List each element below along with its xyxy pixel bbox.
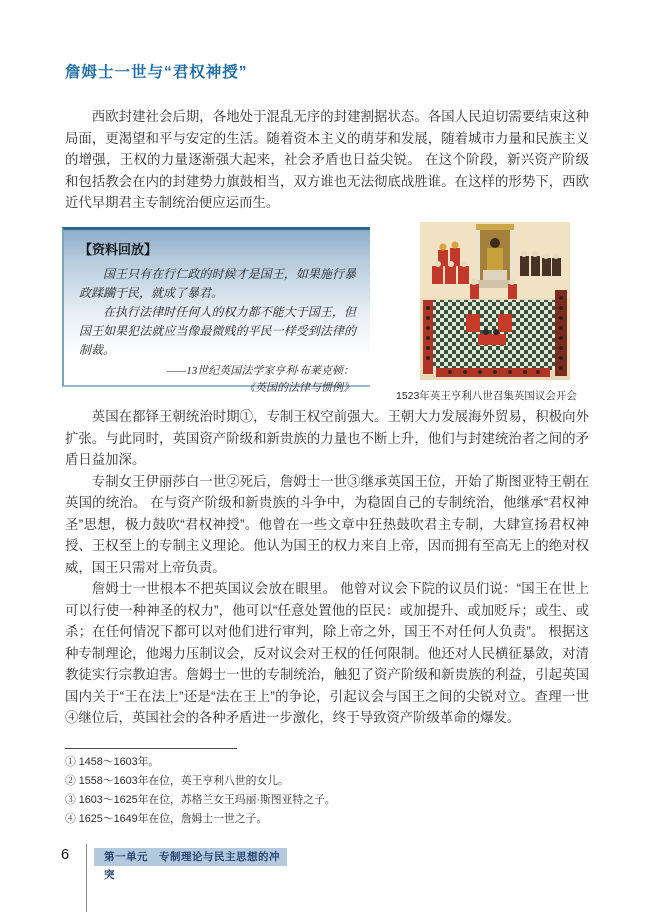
source-quote-block bbox=[79, 265, 356, 360]
source-quote: 国王只有在行仁政的时候才是国王，如果施行暴政蹂躏于民，就成了暴君。 bbox=[79, 267, 356, 300]
footnote: ② 1558～1603年在位，英王亨利八世的女儿。 bbox=[65, 775, 289, 787]
main-text-block bbox=[65, 406, 589, 729]
page-number: 6 bbox=[61, 847, 70, 863]
body-paragraph: 西欧封建社会后期，各地处于混乱无序的封建割据状态。各国人民迫切需要结束这种局面，更渴望和平与安定的生活。随着资本主义的萌芽和发展，随着城市力量和民族主义的增强，王权的力量逐渐强大起来，社会矛盾也日益尖锐。 在这个阶段，新兴资产阶级和包括教会在内的封建势力旗鼓相当，双方谁也无法彻底战胜谁。在这样的形势下，西欧近代早期君主专制统治便应运而生。 bbox=[65, 109, 589, 210]
attribution-work: 《英国的法律与惯例》 bbox=[244, 382, 354, 394]
quote-attribution bbox=[79, 363, 356, 397]
parliament-painting-figure bbox=[420, 222, 570, 380]
figure-caption: 1523年英王亨利八世召集英国议会开会 bbox=[396, 390, 577, 402]
source-quote: 在执行法律时任何人的权力都不能大于国王，但国王如果犯法就应当像最微贱的平民一样受到法律的制裁。 bbox=[79, 305, 356, 357]
body-paragraph: 詹姆士一世根本不把英国议会放在眼里。 他曾对议会下院的议员们说：“国王在世上可以行使一种神圣的权力”，他可以“任意处置他的臣民：或加提升、或加贬斥；或生、或杀；在任何情况下都可以对他们进行审判，除上帝之外，国王不对任何人负责”。 根据这种专制理论，他竭力压制议会，反对议会对王权的任何限制。他还对人民横征暴敛，对清教徒实行宗教迫害。詹姆士一世的专制统治，触犯了资产阶级和新贵族的利益，引起英国国内关于“王在法上”还是“法在王上”的争论，引起议会与国王之间的尖锐对立。查理一世④继位后，英国社会的各种矛盾进一步激化，终于导致资产阶级革命的爆发。 bbox=[65, 581, 589, 725]
attribution-author: ——13世纪英国法学家亨利·布莱克顿： bbox=[166, 365, 354, 377]
body-paragraph: 英国在都铎王朝统治时期①，专制王权空前强大。王朝大力发展海外贸易，积极向外扩张。与此同时，英国资产阶级和新贵族的力量也不断上升，他们与封建统治者之间的矛盾日益加深。 bbox=[65, 409, 589, 467]
footnote: ④ 1625～1649年在位，詹姆士一世之子。 bbox=[65, 813, 268, 825]
footnote-divider bbox=[65, 748, 237, 749]
footnote: ③ 1603～1625年在位，苏格兰女王玛丽·斯图亚特之子。 bbox=[65, 794, 336, 806]
source-box-title: 【资料回放】 bbox=[79, 242, 158, 257]
footer-divider bbox=[86, 844, 87, 912]
unit-title-bar: 第一单元 专制理论与民主思想的冲突 bbox=[94, 848, 287, 866]
body-paragraph: 专制女王伊丽莎白一世②死后，詹姆士一世③继承英国王位，开始了斯图亚特王朝在英国的统治。 在与资产阶级和新贵族的斗争中，为稳固自己的专制统治，他继承“君权神圣”思想，极力鼓吹“君权神授”。他曾在一些文章中狂热鼓吹君主专制，大肆宣扬君权神授、王权至上的专制主义理论。他认为国王的权力来自上帝，因而拥有至高无上的绝对权威，国王只需对上帝负责。 bbox=[65, 473, 589, 575]
parliament-painting bbox=[420, 222, 570, 380]
footnotes-block bbox=[65, 753, 555, 829]
footnote: ① 1458～1603年。 bbox=[65, 756, 160, 768]
section-heading: 詹姆士一世与“君权神授” bbox=[65, 64, 248, 81]
source-replay-box bbox=[62, 227, 370, 394]
intro-paragraph-block bbox=[65, 106, 589, 214]
